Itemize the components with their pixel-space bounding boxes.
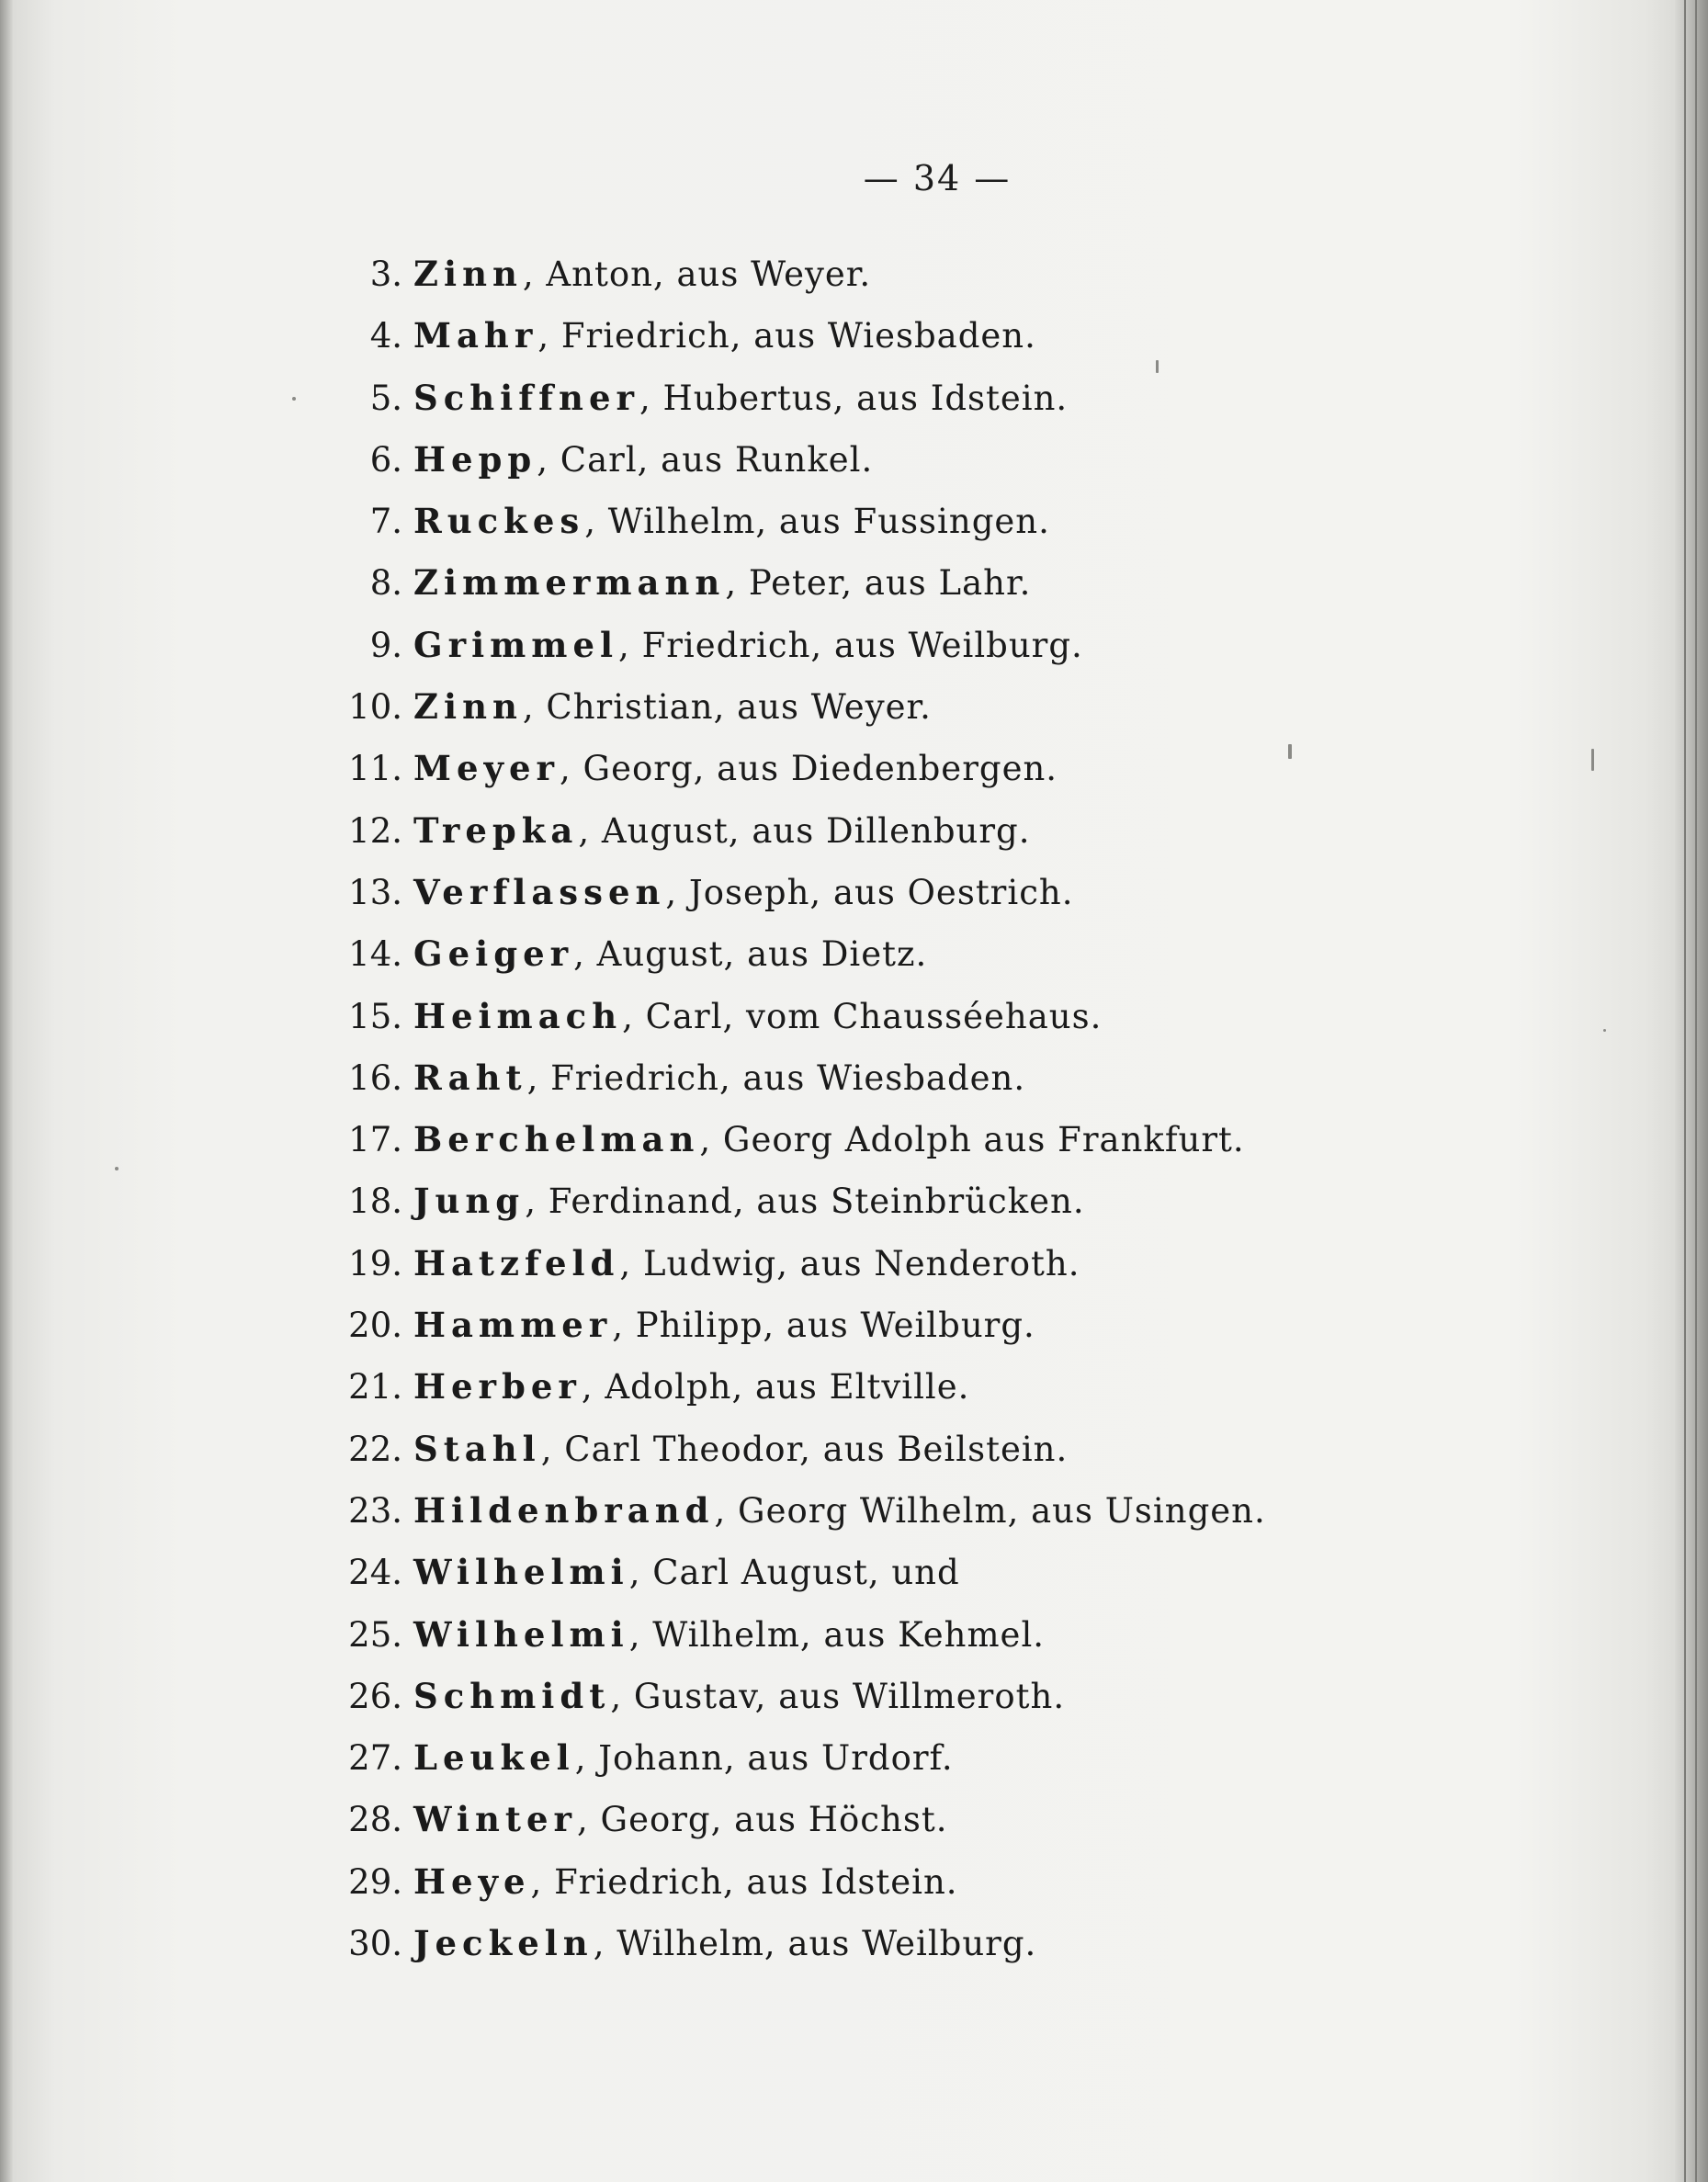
entry-number: 27. xyxy=(348,1738,402,1779)
entry-details: , Friedrich, aus Wiesbaden. xyxy=(526,1057,1026,1098)
entry-details: , Anton, aus Weyer. xyxy=(522,254,872,294)
entry-surname: Jung xyxy=(413,1181,526,1222)
list-item xyxy=(331,305,1341,367)
entry-number: 11. xyxy=(348,749,402,789)
list-item xyxy=(331,429,1341,491)
entry-number: 19. xyxy=(348,1243,402,1283)
entry-surname: Verflassen xyxy=(413,871,666,912)
entry-details: , Ludwig, aus Nenderoth. xyxy=(619,1243,1080,1283)
entry-surname: Geiger xyxy=(413,933,574,975)
paper-speck xyxy=(292,397,296,401)
entry-number: 14. xyxy=(348,934,402,975)
entry-details: , August, aus Dillenburg. xyxy=(578,810,1031,851)
entry-details: , Georg Wilhelm, aus Usingen. xyxy=(714,1490,1266,1531)
list-item xyxy=(331,1666,1341,1727)
entry-details: , Wilhelm, aus Weilburg. xyxy=(593,1924,1037,1964)
entry-details: , Wilhelm, aus Kehmel. xyxy=(628,1614,1046,1655)
list-item xyxy=(331,800,1341,862)
entry-surname: Heimach xyxy=(413,995,623,1036)
entry-surname: Hildenbrand xyxy=(413,1489,715,1531)
entry-details: , Christian, aus Weyer. xyxy=(522,687,932,728)
entry-details: , Georg, aus Diedenbergen. xyxy=(560,749,1058,789)
list-item xyxy=(331,923,1341,985)
entry-details: , Peter, aus Lahr. xyxy=(725,563,1032,604)
page-number: — 34 — xyxy=(863,158,1012,198)
list-item xyxy=(331,1419,1341,1480)
list-item xyxy=(331,1356,1341,1418)
entry-number: 29. xyxy=(348,1861,402,1902)
list-item xyxy=(331,1542,1341,1603)
entry-surname: Zinn xyxy=(413,686,523,728)
entry-details: , Georg Adolph aus Frankfurt. xyxy=(699,1120,1245,1160)
paper-speck xyxy=(115,1167,119,1170)
entry-details: , Philipp, aus Weilburg. xyxy=(612,1306,1035,1346)
list-item xyxy=(331,1295,1341,1356)
entry-surname: Leukel xyxy=(413,1737,575,1779)
entry-surname: Trepka xyxy=(413,809,579,851)
entry-surname: Grimmel xyxy=(413,624,619,665)
entry-details: , Joseph, aus Oestrich. xyxy=(665,872,1074,912)
entry-details: , Carl, aus Runkel. xyxy=(537,439,874,480)
entry-number: 16. xyxy=(348,1057,402,1098)
entry-number: 26. xyxy=(348,1676,402,1716)
list-item xyxy=(331,243,1341,305)
entry-surname: Schiffner xyxy=(413,377,639,418)
entry-surname: Ruckes xyxy=(413,501,585,542)
entry-surname: Meyer xyxy=(413,748,560,789)
entry-number: 21. xyxy=(348,1367,402,1408)
entry-details: , Gustav, aus Willmeroth. xyxy=(610,1676,1066,1716)
entry-surname: Heye xyxy=(413,1860,531,1902)
entry-number: 28. xyxy=(348,1800,402,1840)
entry-surname: Hepp xyxy=(413,438,537,480)
entry-number: 5. xyxy=(369,378,402,418)
entry-details: , Carl, vom Chausséehaus. xyxy=(622,996,1103,1036)
paper-speck xyxy=(1156,360,1159,373)
list-item xyxy=(331,1233,1341,1295)
entry-number: 17. xyxy=(348,1120,402,1160)
entry-number: 4. xyxy=(369,316,402,356)
entry-number: 20. xyxy=(348,1306,402,1346)
entry-details: , Hubertus, aus Idstein. xyxy=(639,378,1069,418)
entry-surname: Berchelman xyxy=(413,1119,700,1160)
entry-surname: Herber xyxy=(413,1366,582,1408)
entry-details: , Friedrich, aus Idstein. xyxy=(530,1861,958,1902)
entry-number: 10. xyxy=(348,687,402,728)
entry-surname: Wilhelmi xyxy=(413,1552,629,1593)
entry-surname: Hammer xyxy=(413,1305,613,1346)
list-item xyxy=(331,676,1341,738)
entry-number: 22. xyxy=(348,1429,402,1469)
list-item xyxy=(331,1851,1341,1913)
entry-details: , Adolph, aus Eltville. xyxy=(581,1367,970,1408)
entry-number: 3. xyxy=(369,254,402,294)
paper-speck xyxy=(1603,1029,1606,1032)
entry-surname: Jeckeln xyxy=(413,1923,594,1964)
list-item xyxy=(331,1789,1341,1850)
list-item xyxy=(331,491,1341,552)
entry-number: 6. xyxy=(369,439,402,480)
entry-number: 18. xyxy=(348,1181,402,1222)
entry-surname: Winter xyxy=(413,1799,577,1840)
name-list xyxy=(331,243,1341,1974)
entry-surname: Zimmermann xyxy=(413,562,726,604)
entry-number: 8. xyxy=(369,563,402,604)
entry-details: , August, aus Dietz. xyxy=(573,934,928,975)
entry-number: 9. xyxy=(369,625,402,665)
paper-speck xyxy=(1288,744,1292,759)
list-item xyxy=(331,1170,1341,1232)
entry-number: 23. xyxy=(348,1490,402,1531)
entry-number: 30. xyxy=(348,1924,402,1964)
list-item xyxy=(331,367,1341,429)
entry-surname: Zinn xyxy=(413,254,523,294)
list-item xyxy=(331,1913,1341,1974)
page-right-edge xyxy=(1675,0,1708,2182)
entry-details: , Ferdinand, aus Steinbrücken. xyxy=(525,1181,1085,1222)
entry-surname: Stahl xyxy=(413,1428,541,1469)
entry-surname: Raht xyxy=(413,1057,527,1098)
entry-surname: Schmidt xyxy=(413,1675,611,1716)
entry-number: 7. xyxy=(369,502,402,542)
entry-details: , Georg, aus Höchst. xyxy=(576,1800,948,1840)
entry-surname: Wilhelmi xyxy=(413,1613,629,1655)
list-item xyxy=(331,552,1341,614)
page-left-shadow xyxy=(0,0,13,2182)
entry-details: , Carl Theodor, aus Beilstein. xyxy=(540,1429,1069,1469)
list-item xyxy=(331,1480,1341,1542)
paper-speck xyxy=(1591,749,1594,771)
list-item xyxy=(331,1109,1341,1170)
entry-number: 25. xyxy=(348,1614,402,1655)
list-item xyxy=(331,862,1341,923)
entry-surname: Mahr xyxy=(413,315,538,356)
entry-number: 12. xyxy=(348,810,402,851)
entry-number: 24. xyxy=(348,1553,402,1593)
list-item xyxy=(331,1047,1341,1109)
entry-details: , Friedrich, aus Weilburg. xyxy=(618,625,1083,665)
entry-surname: Hatzfeld xyxy=(413,1242,620,1283)
list-item xyxy=(331,1604,1341,1666)
list-item xyxy=(331,986,1341,1047)
entry-number: 15. xyxy=(348,996,402,1036)
list-item xyxy=(331,615,1341,676)
entry-number: 13. xyxy=(348,872,402,912)
list-item xyxy=(331,738,1341,799)
entry-details: , Wilhelm, aus Fussingen. xyxy=(584,502,1050,542)
entry-details: , Carl August, und xyxy=(628,1553,960,1593)
entry-details: , Johann, aus Urdorf. xyxy=(574,1738,954,1779)
list-item xyxy=(331,1727,1341,1789)
entry-details: , Friedrich, aus Wiesbaden. xyxy=(537,316,1036,356)
